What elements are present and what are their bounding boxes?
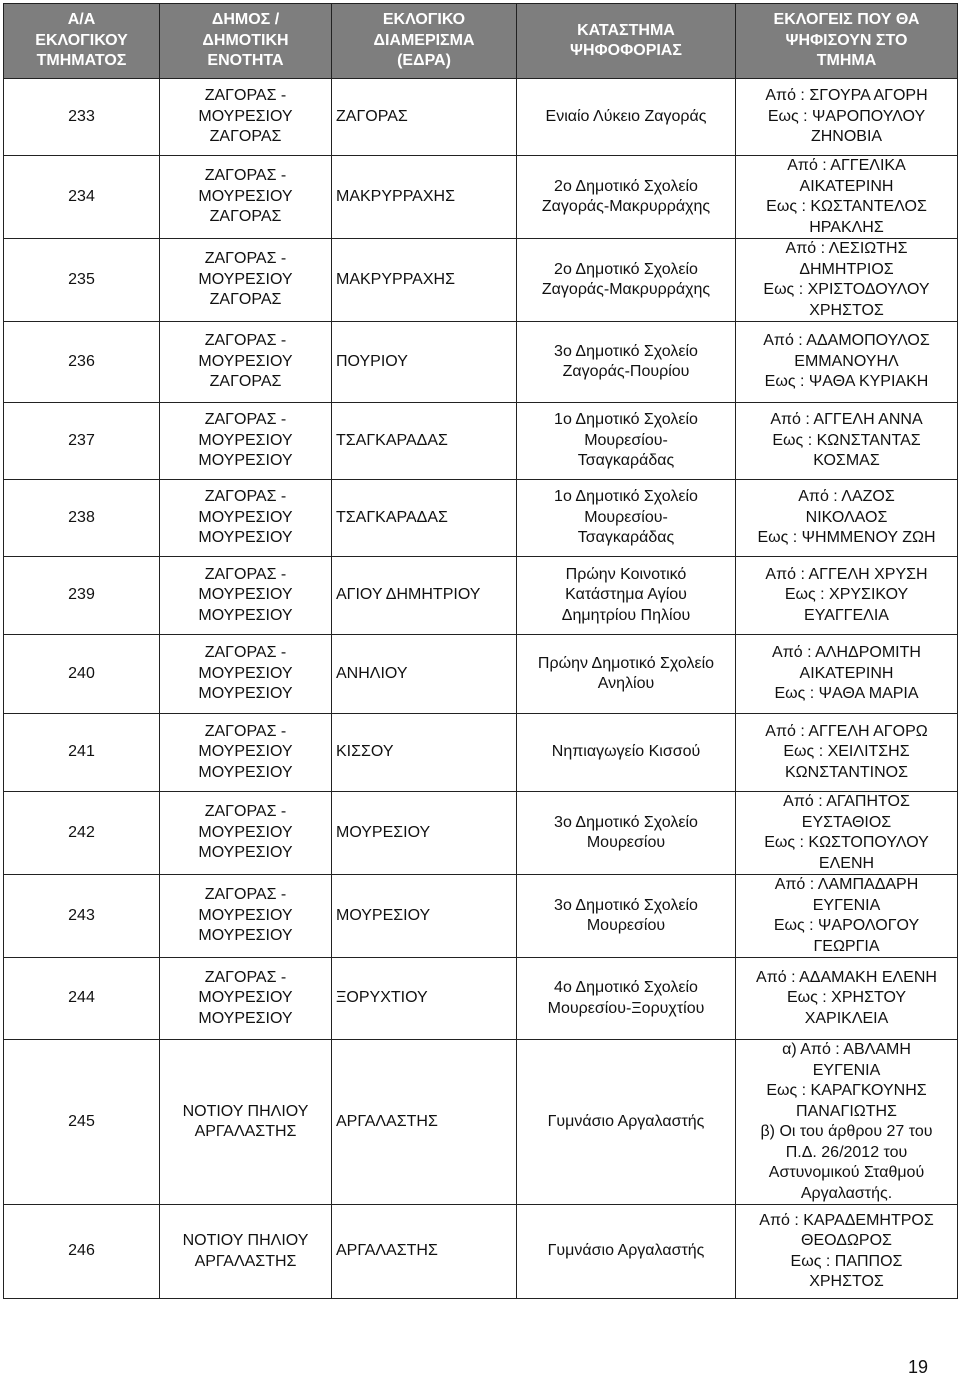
- electoral-district-cell: ΜΟΥΡΕΣΙΟΥ: [332, 875, 517, 958]
- municipality-line: ΖΑΓΟΡΑΣ -: [204, 167, 287, 185]
- voters-range-line: Από : ΣΓΟΥΡΑ ΑΓΟΡΗ: [765, 87, 928, 105]
- municipality-cell: [160, 79, 332, 156]
- municipality-line: ΝΟΤΙΟΥ ΠΗΛΙΟΥ: [182, 1232, 309, 1249]
- municipality-cell: [160, 1205, 332, 1299]
- electoral-district-cell: ΑΡΓΑΛΑΣΤΗΣ: [332, 1040, 517, 1205]
- section-number-cell: 243: [4, 875, 160, 958]
- polling-place-line: Μουρεσίου-: [584, 431, 668, 449]
- voters-range-line: ΚΩΝΣΤΑΝΤΙΝΟΣ: [785, 763, 908, 781]
- table-row: [4, 1040, 958, 1205]
- voters-range-cell: [736, 1040, 958, 1205]
- voters-range-line: Εως : ΧΡΙΣΤΟΔΟΥΛΟΥ: [763, 281, 930, 298]
- voters-range-line: ΕΥΓΕΝΙΑ: [812, 1061, 881, 1079]
- polling-place-line: Ζαγοράς-Μακρυρράχης: [541, 198, 711, 215]
- table-row: [4, 557, 958, 635]
- municipality-line: ΜΟΥΡΕΣΙΟΥ: [198, 685, 293, 703]
- voters-range-line: ΓΕΩΡΓΙΑ: [813, 937, 880, 955]
- polling-place-cell: [517, 79, 736, 156]
- polling-place-line: 2ο Δημοτικό Σχολείο: [554, 260, 698, 278]
- municipality-line: ΖΑΓΟΡΑΣ -: [204, 644, 287, 662]
- voters-range-line: Από : ΑΓΑΠΗΤΟΣ: [783, 793, 910, 810]
- table-row: [4, 875, 958, 958]
- municipality-line: ΑΡΓΑΛΑΣΤΗΣ: [194, 1252, 297, 1270]
- header-voters: [736, 4, 958, 79]
- electoral-district-cell: ΜΑΚΡΥΡΡΑΧΗΣ: [332, 239, 517, 322]
- voters-range-line: Από : ΑΓΓΕΛΗ ΧΡΥΣΗ: [765, 565, 928, 583]
- voters-range-line: ΑΙΚΑΤΕΡΙΝΗ: [799, 664, 894, 682]
- section-number-cell: 239: [4, 557, 160, 635]
- voters-range-line: Εως : ΚΩΣΤΑΝΤΕΛΟΣ: [766, 198, 927, 215]
- polling-place-line: Δημητρίου Πηλίου: [561, 606, 691, 624]
- table-row: [4, 958, 958, 1040]
- voters-range-line: Από : ΑΓΓΕΛΗ ΑΓΟΡΩ: [765, 722, 928, 740]
- voters-range-line: Εως : ΨΑΘΑ ΜΑΡΙΑ: [774, 685, 919, 703]
- polling-place-line: 1ο Δημοτικό Σχολείο: [554, 488, 698, 506]
- voters-range-cell: [736, 79, 958, 156]
- voters-range-line: β) Οι του άρθρου 27 του: [760, 1123, 933, 1140]
- voters-range-line: ΕΥΓΕΝΙΑ: [812, 896, 881, 914]
- table-row: [4, 156, 958, 239]
- header-municipality: [160, 4, 332, 79]
- header-line: Α/Α: [67, 11, 96, 29]
- municipality-line: ΜΟΥΡΕΣΙΟΥ: [198, 823, 293, 841]
- electoral-district-cell: ΠΟΥΡΙΟΥ: [332, 322, 517, 403]
- voters-range-line: α) Από : ΑΒΛΑΜΗ: [782, 1041, 911, 1058]
- voters-range-line: ΧΡΗΣΤΟΣ: [809, 301, 884, 319]
- polling-place-cell: [517, 239, 736, 322]
- electoral-district-cell: ΖΑΓΟΡΑΣ: [332, 79, 517, 156]
- header-line: (ΕΔΡΑ): [397, 52, 451, 70]
- municipality-line: ΜΟΥΡΕΣΙΟΥ: [198, 763, 293, 781]
- section-number-cell: 234: [4, 156, 160, 239]
- polling-place-line: Ζαγοράς-Μακρυρράχης: [541, 281, 711, 298]
- municipality-line: ΜΟΥΡΕΣΙΟΥ: [198, 989, 293, 1007]
- municipality-line: ΖΑΓΟΡΑΣ -: [204, 722, 287, 740]
- municipality-cell: [160, 480, 332, 557]
- section-number-cell: 245: [4, 1040, 160, 1205]
- header-line: ΨΗΦΟΦΟΡΙΑΣ: [570, 42, 682, 59]
- voters-range-cell: [736, 714, 958, 792]
- voters-range-line: ΠΑΝΑΓΙΩΤΗΣ: [796, 1102, 897, 1120]
- section-number-cell: 236: [4, 322, 160, 403]
- voters-range-line: Από : ΑΔΑΜΑΚΗ ΕΛΕΝΗ: [756, 968, 937, 986]
- header-line: ΔΗΜΟΤΙΚΗ: [202, 31, 289, 49]
- municipality-cell: [160, 557, 332, 635]
- polling-place-cell: [517, 1040, 736, 1205]
- electoral-district-cell: ΜΟΥΡΕΣΙΟΥ: [332, 792, 517, 875]
- polling-place-line: Πρώην Δημοτικό Σχολείο: [537, 654, 715, 672]
- municipality-line: ΖΑΓΟΡΑΣ: [209, 291, 282, 309]
- municipality-line: ΖΑΓΟΡΑΣ -: [204, 332, 287, 350]
- table-row: [4, 239, 958, 322]
- voters-range-cell: [736, 322, 958, 403]
- polling-place-cell: [517, 557, 736, 635]
- polling-place-line: Ζαγοράς-Πουρίου: [562, 363, 690, 380]
- polling-place-cell: [517, 714, 736, 792]
- municipality-line: ΖΑΓΟΡΑΣ -: [204, 87, 287, 105]
- polling-place-line: Μουρεσίου: [586, 834, 666, 851]
- municipality-cell: [160, 239, 332, 322]
- municipality-line: ΜΟΥΡΕΣΙΟΥ: [198, 927, 293, 945]
- section-number-cell: 235: [4, 239, 160, 322]
- municipality-line: ΖΑΓΟΡΑΣ -: [204, 803, 287, 821]
- municipality-line: ΖΑΓΟΡΑΣ: [209, 208, 282, 226]
- municipality-line: ΖΑΓΟΡΑΣ: [209, 128, 282, 146]
- voters-range-line: ΧΑΡΙΚΛΕΙΑ: [804, 1009, 889, 1027]
- voters-range-line: Εως : ΠΑΠΠΟΣ: [790, 1252, 903, 1270]
- voters-range-line: Π.Δ. 26/2012 του: [785, 1143, 908, 1161]
- polling-place-line: 2ο Δημοτικό Σχολείο: [554, 177, 698, 195]
- electoral-district-cell: ΑΓΙΟΥ ΔΗΜΗΤΡΙΟΥ: [332, 557, 517, 635]
- municipality-line: ΜΟΥΡΕΣΙΟΥ: [198, 431, 293, 449]
- section-number-cell: 240: [4, 635, 160, 714]
- voters-range-line: Από : ΑΔΑΜΟΠΟΥΛΟΣ: [763, 332, 930, 350]
- header-line: ΕΝΟΤΗΤΑ: [207, 52, 284, 70]
- header-line: ΨΗΦΙΣΟΥΝ ΣΤΟ: [785, 31, 908, 49]
- voters-range-line: ΔΗΜΗΤΡΙΟΣ: [799, 260, 894, 278]
- polling-place-cell: [517, 958, 736, 1040]
- polling-place-line: Τσαγκαράδας: [577, 529, 675, 547]
- voters-range-line: ΗΡΑΚΛΗΣ: [809, 218, 884, 236]
- voters-range-line: Εως : ΨΑΡΟΠΟΥΛΟΥ: [767, 107, 926, 125]
- voters-range-line: Αστυνομικού Σταθμού: [768, 1164, 925, 1181]
- voters-range-line: Εως : ΚΩΝΣΤΑΝΤΑΣ: [772, 431, 921, 449]
- municipality-line: ΜΟΥΡΕΣΙΟΥ: [198, 270, 293, 288]
- polling-stations-table: [3, 3, 958, 1299]
- voters-range-cell: [736, 635, 958, 714]
- table-row: [4, 635, 958, 714]
- voters-range-line: Από : ΑΓΓΕΛΙΚΑ: [787, 157, 906, 174]
- table-row: [4, 79, 958, 156]
- municipality-line: ΖΑΓΟΡΑΣ -: [204, 488, 287, 506]
- voters-range-line: Από : ΛΑΜΠΑΔΑΡΗ: [774, 876, 919, 893]
- voters-range-line: Εως : ΧΕΙΛΙΤΣΗΣ: [783, 743, 910, 761]
- header-electoral-district: [332, 4, 517, 79]
- voters-range-line: Αργαλαστής.: [800, 1184, 893, 1202]
- municipality-line: ΖΑΓΟΡΑΣ -: [204, 565, 287, 583]
- municipality-line: ΜΟΥΡΕΣΙΟΥ: [198, 844, 293, 862]
- voters-range-line: Από : ΑΓΓΕΛΗ ΑΝΝΑ: [770, 411, 923, 429]
- municipality-cell: [160, 875, 332, 958]
- voters-range-line: Εως : ΧΡΥΣΙΚΟΥ: [784, 586, 909, 604]
- voters-range-line: ΕΥΑΓΓΕΛΙΑ: [804, 606, 889, 624]
- voters-range-cell: [736, 239, 958, 322]
- municipality-cell: [160, 1040, 332, 1205]
- municipality-cell: [160, 156, 332, 239]
- polling-place-cell: [517, 1205, 736, 1299]
- municipality-line: ΜΟΥΡΕΣΙΟΥ: [198, 187, 293, 205]
- voters-range-line: ΚΟΣΜΑΣ: [813, 452, 880, 470]
- municipality-cell: [160, 635, 332, 714]
- section-number-cell: 233: [4, 79, 160, 156]
- voters-range-line: ΝΙΚΟΛΑΟΣ: [805, 508, 888, 526]
- voters-range-cell: [736, 875, 958, 958]
- municipality-line: ΖΑΓΟΡΑΣ -: [204, 250, 287, 268]
- municipality-line: ΖΑΓΟΡΑΣ -: [204, 968, 287, 986]
- municipality-line: ΜΟΥΡΕΣΙΟΥ: [198, 107, 293, 125]
- voters-range-cell: [736, 792, 958, 875]
- electoral-district-cell: ΤΣΑΓΚΑΡΑΔΑΣ: [332, 480, 517, 557]
- polling-place-line: Ενιαίο Λύκειο Ζαγοράς: [545, 107, 707, 125]
- voters-range-line: ΕΛΕΝΗ: [818, 854, 875, 872]
- header-section-number: [4, 4, 160, 79]
- voters-range-cell: [736, 156, 958, 239]
- table-row: [4, 714, 958, 792]
- table-row: [4, 480, 958, 557]
- municipality-line: ΜΟΥΡΕΣΙΟΥ: [198, 906, 293, 924]
- polling-place-cell: [517, 322, 736, 403]
- polling-place-line: Γυμνάσιο Αργαλαστής: [547, 1242, 705, 1260]
- polling-place-cell: [517, 635, 736, 714]
- header-line: ΕΚΛΟΓΙΚΟ: [382, 11, 466, 29]
- header-line: ΤΜΗΜΑ: [816, 52, 877, 70]
- voters-range-line: ΑΙΚΑΤΕΡΙΝΗ: [799, 177, 894, 195]
- municipality-cell: [160, 714, 332, 792]
- polling-place-cell: [517, 875, 736, 958]
- voters-range-line: Εως : ΚΩΣΤΟΠΟΥΛΟΥ: [764, 834, 929, 851]
- table-header-row: [4, 4, 958, 79]
- polling-place-line: Μουρεσίου-Ξορυχτίου: [547, 999, 705, 1017]
- page-number: 19: [908, 1357, 929, 1377]
- municipality-cell: [160, 403, 332, 480]
- municipality-line: ΜΟΥΡΕΣΙΟΥ: [198, 508, 293, 526]
- municipality-line: ΜΟΥΡΕΣΙΟΥ: [198, 452, 293, 470]
- polling-place-line: Ανηλίου: [597, 675, 655, 692]
- voters-range-cell: [736, 1205, 958, 1299]
- section-number-cell: 246: [4, 1205, 160, 1299]
- voters-range-line: Εως : ΚΑΡΑΓΚΟΥΝΗΣ: [766, 1082, 927, 1099]
- municipality-line: ΝΟΤΙΟΥ ΠΗΛΙΟΥ: [182, 1102, 309, 1120]
- electoral-district-cell: ΤΣΑΓΚΑΡΑΔΑΣ: [332, 403, 517, 480]
- municipality-line: ΖΑΓΟΡΑΣ -: [204, 411, 287, 429]
- municipality-line: ΜΟΥΡΕΣΙΟΥ: [198, 586, 293, 604]
- voters-range-line: Εως : ΨΗΜΜΕΝΟΥ ΖΩΗ: [757, 529, 936, 547]
- electoral-district-cell: ΑΝΗΛΙΟΥ: [332, 635, 517, 714]
- voters-range-line: ΕΜΜΑΝΟΥΗΛ: [794, 352, 899, 370]
- section-number-cell: 241: [4, 714, 160, 792]
- municipality-cell: [160, 322, 332, 403]
- municipality-line: ΜΟΥΡΕΣΙΟΥ: [198, 606, 293, 624]
- municipality-line: ΜΟΥΡΕΣΙΟΥ: [198, 743, 293, 761]
- municipality-cell: [160, 958, 332, 1040]
- voters-range-line: Από : ΑΛΗΔΡΟΜΙΤΗ: [772, 644, 921, 662]
- polling-place-line: Μουρεσίου: [586, 917, 666, 934]
- section-number-cell: 242: [4, 792, 160, 875]
- electoral-district-cell: ΜΑΚΡΥΡΡΑΧΗΣ: [332, 156, 517, 239]
- polling-place-cell: [517, 403, 736, 480]
- polling-place-line: Μουρεσίου-: [584, 508, 668, 526]
- polling-place-line: 1ο Δημοτικό Σχολείο: [554, 411, 698, 429]
- section-number-cell: 244: [4, 958, 160, 1040]
- voters-range-line: ΕΥΣΤΑΘΙΟΣ: [801, 813, 892, 831]
- voters-range-line: Από : ΛΑΖΟΣ: [798, 488, 895, 506]
- voters-range-cell: [736, 403, 958, 480]
- voters-range-line: Εως : ΨΑΘΑ ΚΥΡΙΑΚΗ: [764, 373, 929, 391]
- table-row: [4, 322, 958, 403]
- polling-place-cell: [517, 792, 736, 875]
- header-line: ΕΚΛΟΓΕΙΣ ΠΟΥ ΘΑ: [773, 11, 920, 29]
- municipality-line: ΜΟΥΡΕΣΙΟΥ: [198, 664, 293, 682]
- voters-range-line: ΧΡΗΣΤΟΣ: [809, 1273, 884, 1290]
- municipality-line: ΖΑΓΟΡΑΣ: [209, 373, 282, 391]
- polling-place-cell: [517, 480, 736, 557]
- polling-place-line: Τσαγκαράδας: [577, 452, 675, 470]
- polling-place-line: 3ο Δημοτικό Σχολείο: [554, 342, 698, 360]
- polling-place-line: Νηπιαγωγείο Κισσού: [551, 743, 701, 761]
- header-line: ΤΜΗΜΑΤΟΣ: [36, 52, 127, 70]
- voters-range-line: ΘΕΟΔΩΡΟΣ: [801, 1232, 892, 1249]
- municipality-line: ΜΟΥΡΕΣΙΟΥ: [198, 1009, 293, 1027]
- table-row: [4, 403, 958, 480]
- electoral-district-cell: ΑΡΓΑΛΑΣΤΗΣ: [332, 1205, 517, 1299]
- municipality-line: ΑΡΓΑΛΑΣΤΗΣ: [194, 1123, 297, 1140]
- header-line: ΕΚΛΟΓΙΚΟΥ: [35, 31, 128, 49]
- header-line: ΚΑΤΑΣΤΗΜΑ: [577, 21, 675, 39]
- table-row: [4, 792, 958, 875]
- header-line: ΔΗΜΟΣ /: [211, 11, 280, 29]
- electoral-district-cell: ΚΙΣΣΟΥ: [332, 714, 517, 792]
- municipality-line: ΖΑΓΟΡΑΣ -: [204, 886, 287, 904]
- municipality-line: ΜΟΥΡΕΣΙΟΥ: [198, 352, 293, 370]
- municipality-cell: [160, 792, 332, 875]
- polling-place-line: 4ο Δημοτικό Σχολείο: [554, 979, 698, 996]
- electoral-district-cell: ΞΟΡΥΧΤΙΟΥ: [332, 958, 517, 1040]
- polling-place-line: 3ο Δημοτικό Σχολείο: [554, 813, 698, 831]
- polling-place-line: 3ο Δημοτικό Σχολείο: [554, 896, 698, 914]
- table-row: [4, 1205, 958, 1299]
- polling-place-line: Γυμνάσιο Αργαλαστής: [547, 1112, 705, 1130]
- voters-range-line: Εως : ΨΑΡΟΛΟΓΟΥ: [773, 917, 920, 934]
- header-line: ΔΙΑΜΕΡΙΣΜΑ: [373, 31, 475, 49]
- voters-range-line: ΖΗΝΟΒΙΑ: [810, 128, 883, 146]
- voters-range-cell: [736, 480, 958, 557]
- polling-place-line: Πρώην Κοινοτικό: [565, 565, 687, 583]
- voters-range-line: Εως : ΧΡΗΣΤΟΥ: [786, 989, 907, 1007]
- voters-range-cell: [736, 557, 958, 635]
- polling-place-line: Κατάστημα Αγίου: [565, 586, 687, 604]
- voters-range-line: Από : ΛΕΣΙΩΤΗΣ: [785, 240, 908, 257]
- polling-place-cell: [517, 156, 736, 239]
- voters-range-line: Από : ΚΑΡΑΔΕΜΗΤΡΟΣ: [759, 1211, 934, 1229]
- header-polling-place: [517, 4, 736, 79]
- voters-range-cell: [736, 958, 958, 1040]
- section-number-cell: 238: [4, 480, 160, 557]
- municipality-line: ΜΟΥΡΕΣΙΟΥ: [198, 529, 293, 547]
- section-number-cell: 237: [4, 403, 160, 480]
